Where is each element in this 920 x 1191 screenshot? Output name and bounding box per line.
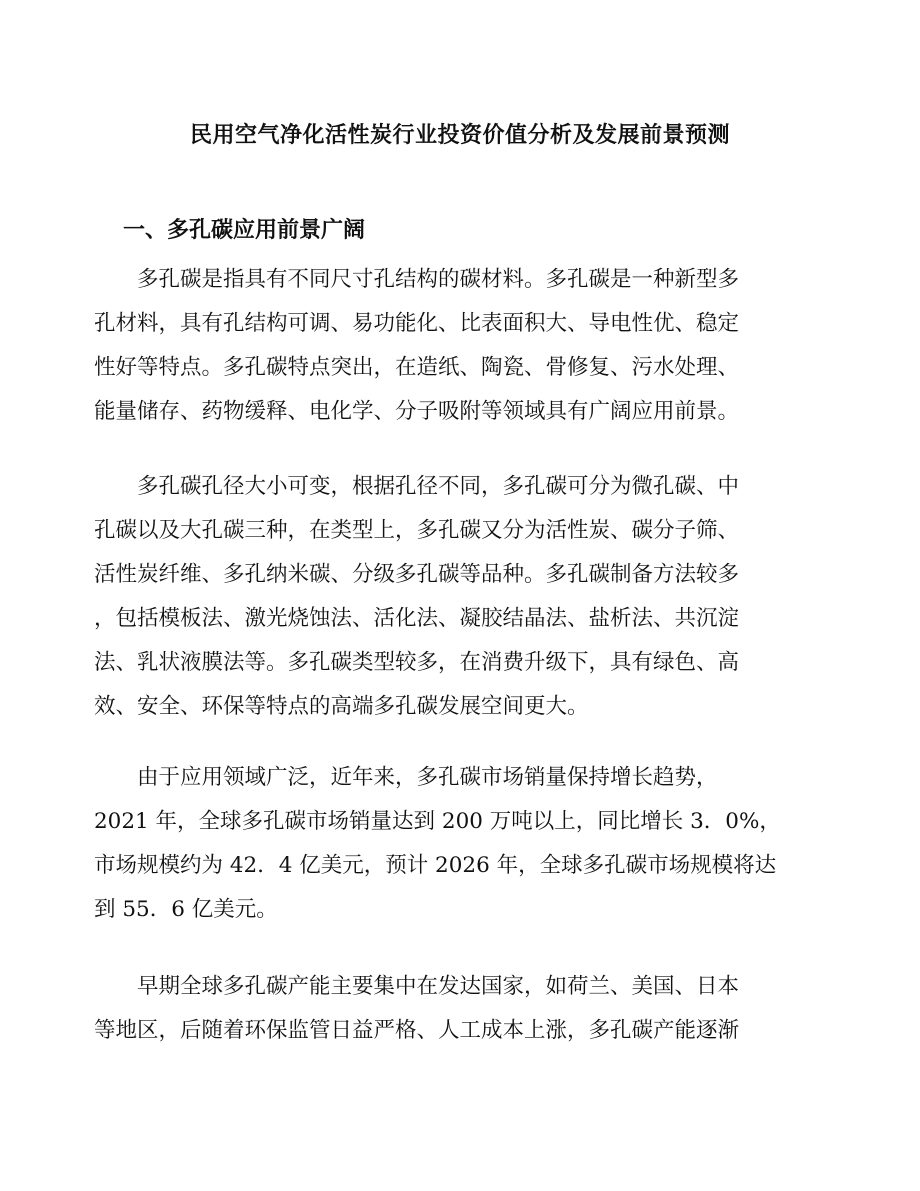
paragraph-line: 到 55．6 亿美元。 xyxy=(94,897,278,922)
paragraph-line: 2021 年，全球多孔碳市场销量达到 200 万吨以上，同比增长 3．0%， xyxy=(94,809,781,834)
paragraph-line: 由于应用领域广泛，近年来，多孔碳市场销量保持增长趋势， xyxy=(137,765,718,790)
paragraph-line: 能量储存、药物缓释、电化学、分子吸附等领域具有广阔应用前景。 xyxy=(94,399,740,424)
paragraph-line: 多孔碳孔径大小可变，根据孔径不同，多孔碳可分为微孔碳、中 xyxy=(137,474,740,499)
paragraph-line: 法、乳状液膜法等。多孔碳类型较多，在消费升级下，具有绿色、高 xyxy=(94,650,740,675)
paragraph-line: 多孔碳是指具有不同尺寸孔结构的碳材料。多孔碳是一种新型多 xyxy=(137,267,740,292)
paragraph-line: 早期全球多孔碳产能主要集中在发达国家，如荷兰、美国、日本 xyxy=(137,974,740,999)
paragraph-line: 效、安全、环保等特点的高端多孔碳发展空间更大。 xyxy=(94,694,589,719)
section-heading: 一、多孔碳应用前景广阔 xyxy=(123,218,366,243)
paragraph-line: 孔碳以及大孔碳三种，在类型上，多孔碳又分为活性炭、碳分子筛、 xyxy=(94,518,740,543)
paragraph-line: 性好等特点。多孔碳特点突出，在造纸、陶瓷、骨修复、污水处理、 xyxy=(94,355,740,380)
paragraph-line: 市场规模约为 42．4 亿美元，预计 2026 年，全球多孔碳市场规模将达 xyxy=(94,853,777,878)
paragraph-line: 孔材料，具有孔结构可调、易功能化、比表面积大、导电性优、稳定 xyxy=(94,311,740,336)
paragraph-line: ，包括模板法、激光烧蚀法、活化法、凝胶结晶法、盐析法、共沉淀 xyxy=(94,606,740,631)
document-title: 民用空气净化活性炭行业投资价值分析及发展前景预测 xyxy=(189,123,730,148)
paragraph-line: 活性炭纤维、多孔纳米碳、分级多孔碳等品种。多孔碳制备方法较多 xyxy=(94,562,740,587)
paragraph-line: 等地区，后随着环保监管日益严格、人工成本上涨，多孔碳产能逐渐 xyxy=(94,1018,740,1043)
